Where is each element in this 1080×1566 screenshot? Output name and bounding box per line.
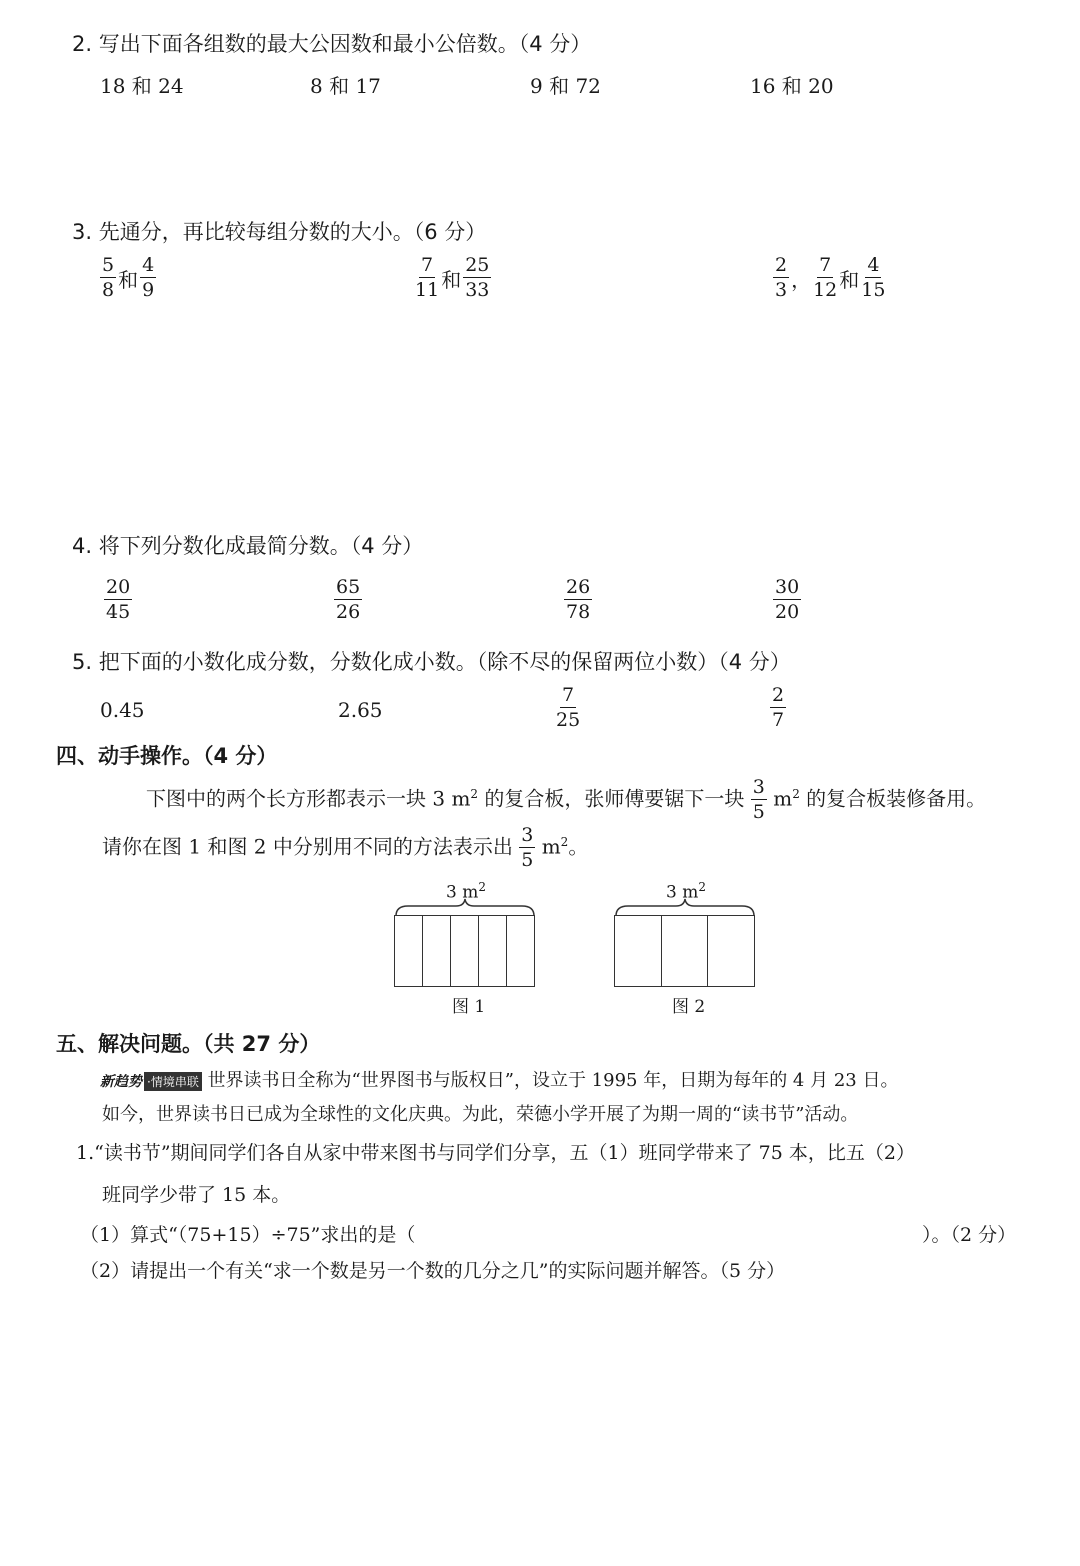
q5-fraction-1 <box>556 686 580 730</box>
fraction: $\frac{20}{45}$ <box>106 576 131 623</box>
fraction: $\frac{7}{12}$ <box>813 254 838 301</box>
q4-title: 4. 将下列分数化成最简分数。（4 分） <box>72 534 424 558</box>
q5-title: 5. 把下面的小数化成分数，分数化成小数。（除不尽的保留两位小数）（4 分） <box>72 650 791 674</box>
q3-group-2 <box>415 256 491 300</box>
fraction: $\frac{25}{33}$ <box>465 254 490 301</box>
figure-2-part[interactable] <box>615 916 662 986</box>
q4-item-4 <box>773 578 801 622</box>
fraction: $\frac{2}{7}$ <box>772 684 785 731</box>
fraction: $\frac{2}{3}$ <box>775 254 788 301</box>
and-word: 和 <box>441 267 462 292</box>
fraction: $\frac{3}{5}$ <box>521 824 534 871</box>
fraction: $\frac{5}{8}$ <box>102 254 115 301</box>
q5-decimal-2: 2.65 <box>338 698 383 722</box>
q2-item-3: 9 和 72 <box>530 74 601 98</box>
q2-title: 2. 写出下面各组数的最大公因数和最小公倍数。（4 分） <box>72 32 592 56</box>
problem-1-line-2: 班同学少带了 15 本。 <box>102 1184 291 1206</box>
figure-2-label: 3 $m^2$ <box>666 880 706 903</box>
q3-group-3 <box>773 256 885 300</box>
figure-2-caption: 图 2 <box>672 997 706 1017</box>
fraction: $\frac{4}{15}$ <box>861 254 886 301</box>
fraction: $\frac{7}{11}$ <box>415 254 440 301</box>
figure-2-rectangle[interactable] <box>614 915 755 987</box>
q3-group-1 <box>100 256 156 300</box>
fraction: $\frac{65}{26}$ <box>336 576 361 623</box>
q4-item-1 <box>104 578 132 622</box>
q2-item-1: 18 和 24 <box>100 74 184 98</box>
section-5-intro-2: 如今，世界读书日已成为全球性的文化庆典。为此，荣德小学开展了为期一周的“读书节”活动。 <box>102 1104 859 1125</box>
figure-1-part[interactable] <box>395 916 423 986</box>
section-4-line-1: 下图中的两个长方形都表示一块 3 $m^2$ 的复合板，张师傅要锯下一块 $\frac{3}{5}$ $m^2$ 的复合板装修备用。 <box>146 776 987 823</box>
comma: ， <box>791 267 812 292</box>
figure-1-rectangle[interactable] <box>394 915 535 987</box>
figure-1-part[interactable] <box>507 916 534 986</box>
section-4-line-2: 请你在图 1 和图 2 中分别用不同的方法表示出 $\frac{3}{5}$ $m^2$。 <box>102 824 589 871</box>
fraction: $\frac{30}{20}$ <box>775 576 800 623</box>
fraction: $\frac{4}{9}$ <box>142 254 155 301</box>
q4-item-2 <box>334 578 362 622</box>
section-4-title: 四、动手操作。（4 分） <box>56 744 278 768</box>
figure-2-part[interactable] <box>662 916 709 986</box>
subquestion-1-end: ）。（2 分） <box>922 1224 1017 1246</box>
figure-1-part[interactable] <box>451 916 479 986</box>
and-word: 和 <box>118 267 139 292</box>
problem-1-line-1: 1.“读书节”期间同学们各自从家中带来图书与同学们分享，五（1）班同学带来了 75 本，比五（2） <box>76 1142 915 1164</box>
figure-2-part[interactable] <box>708 916 754 986</box>
and-word: 和 <box>839 267 860 292</box>
fraction: $\frac{3}{5}$ <box>752 776 765 823</box>
q3-title: 3. 先通分，再比较每组分数的大小。（6 分） <box>72 220 487 244</box>
fraction: $\frac{7}{25}$ <box>556 684 581 731</box>
section-5-title: 五、解决问题。（共 27 分） <box>56 1032 321 1056</box>
figure-1-part[interactable] <box>423 916 451 986</box>
q5-fraction-2 <box>770 686 786 730</box>
subquestion-2: （2）请提出一个有关“求一个数是另一个数的几分之几”的实际问题并解答。（5 分） <box>80 1260 786 1282</box>
fraction: $\frac{26}{78}$ <box>566 576 591 623</box>
figure-1-label: 3 $m^2$ <box>446 880 486 903</box>
figure-1-caption: 图 1 <box>452 997 486 1017</box>
q5-decimal-1: 0.45 <box>100 698 145 722</box>
trend-badge: 新趋势 ·情境串联 <box>100 1071 202 1091</box>
figure-1-part[interactable] <box>479 916 507 986</box>
q2-item-4: 16 和 20 <box>750 74 834 98</box>
q2-item-2: 8 和 17 <box>310 74 381 98</box>
section-5-intro-1: 新趋势 ·情境串联 世界读书日全称为“世界图书与版权日”，设立于 1995 年，日期为每年的 4 月 23 日。 <box>100 1070 899 1091</box>
q4-item-3 <box>564 578 592 622</box>
subquestion-1-start: （1）算式“（75+15）÷75”求出的是（ <box>80 1224 416 1246</box>
